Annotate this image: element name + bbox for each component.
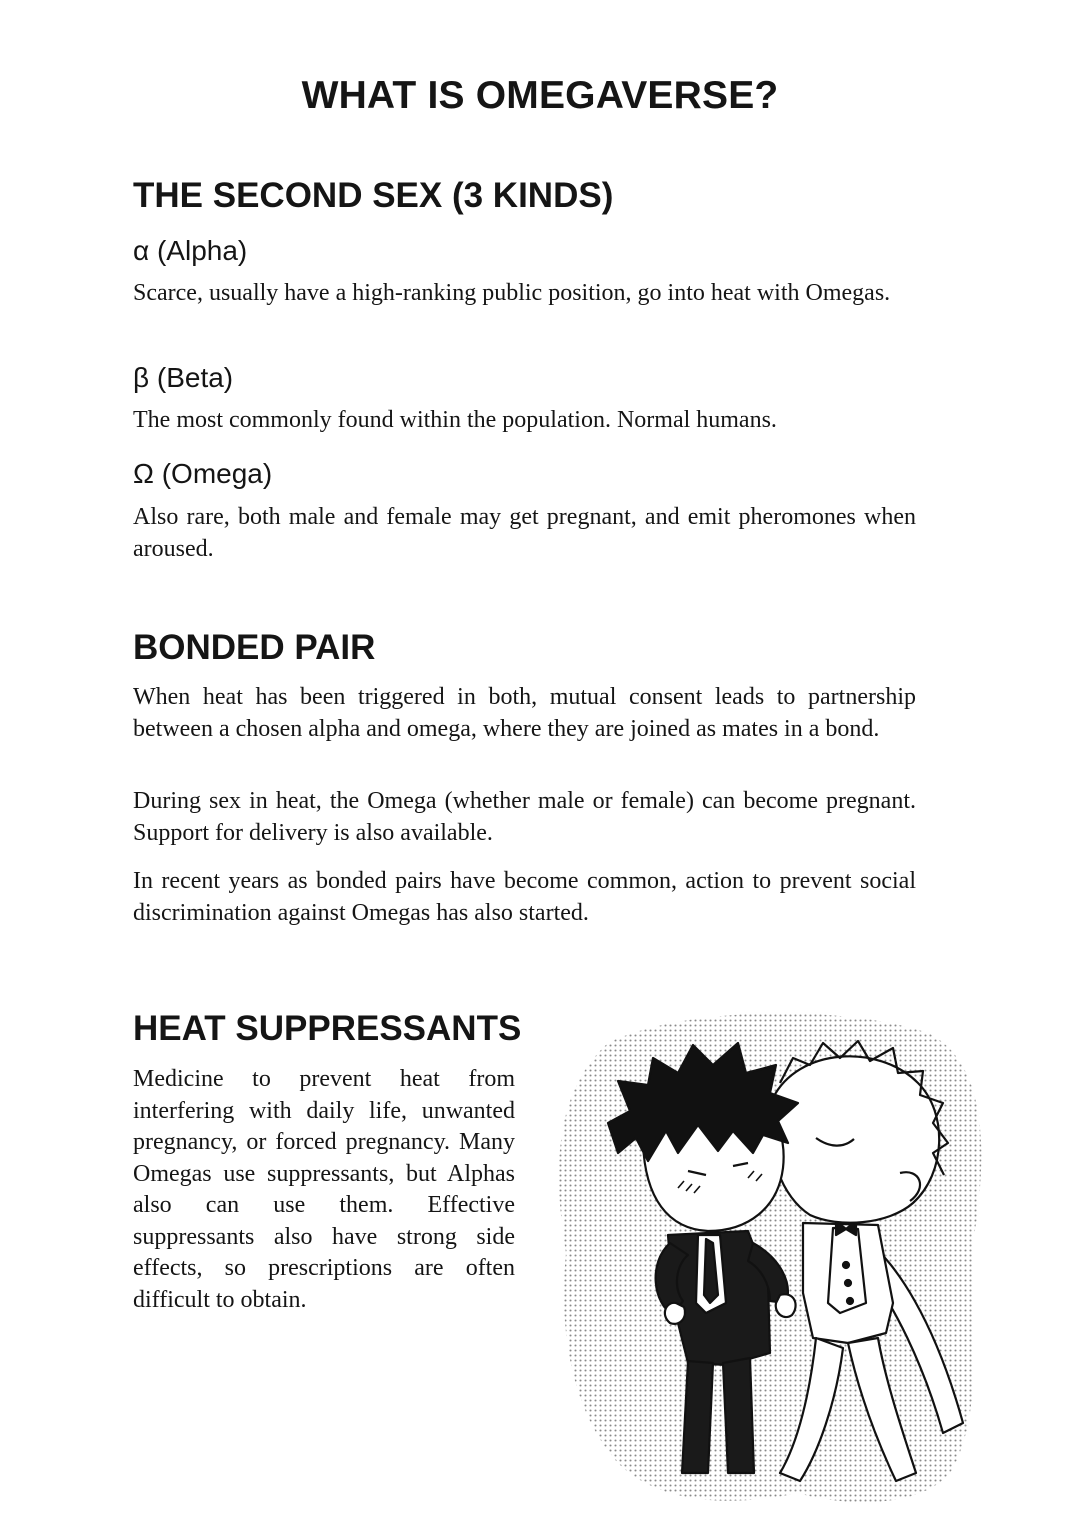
heat-suppressants-description: Medicine to prevent heat from interfering with daily life, unwanted pregnancy, or forced pregnancy. Many Omegas use suppressants, but Alphas also can use them. Effective suppressants also have strong side effects, so prescriptions are often difficult to obtain. — [133, 1066, 515, 1313]
chibi-couple-illustration — [548, 1003, 988, 1513]
section-heading-second-sex: THE SECOND SEX (3 KINDS) — [133, 176, 614, 215]
alpha-description: Scarce, usually have a high-ranking public position, go into heat with Omegas. — [133, 280, 891, 306]
bonded-pair-paragraph: During sex in heat, the Omega (whether male or female) can become pregnant. Support for delivery is also available. — [133, 788, 916, 846]
omega-description: Also rare, both male and female may get pregnant, and emit pheromones when aroused. — [133, 504, 916, 562]
page-title: WHAT IS OMEGAVERSE? — [301, 74, 779, 117]
subheading-alpha: α (Alpha) — [133, 235, 248, 266]
bonded-pair-paragraph: When heat has been triggered in both, mutual consent leads to partnership between a chosen alpha and omega, where they are joined as mates in a bond. — [133, 684, 916, 742]
section-heading-heat-suppressants: HEAT SUPPRESSANTS — [133, 1009, 522, 1048]
subheading-omega: Ω (Omega) — [133, 458, 273, 489]
subheading-beta: β (Beta) — [133, 362, 234, 393]
bonded-pair-paragraph: In recent years as bonded pairs have become common, action to prevent social discrimination against Omegas has also started. — [133, 868, 916, 926]
beta-description: The most commonly found within the population. Normal humans. — [133, 407, 777, 433]
section-heading-bonded-pair: BONDED PAIR — [133, 628, 376, 667]
